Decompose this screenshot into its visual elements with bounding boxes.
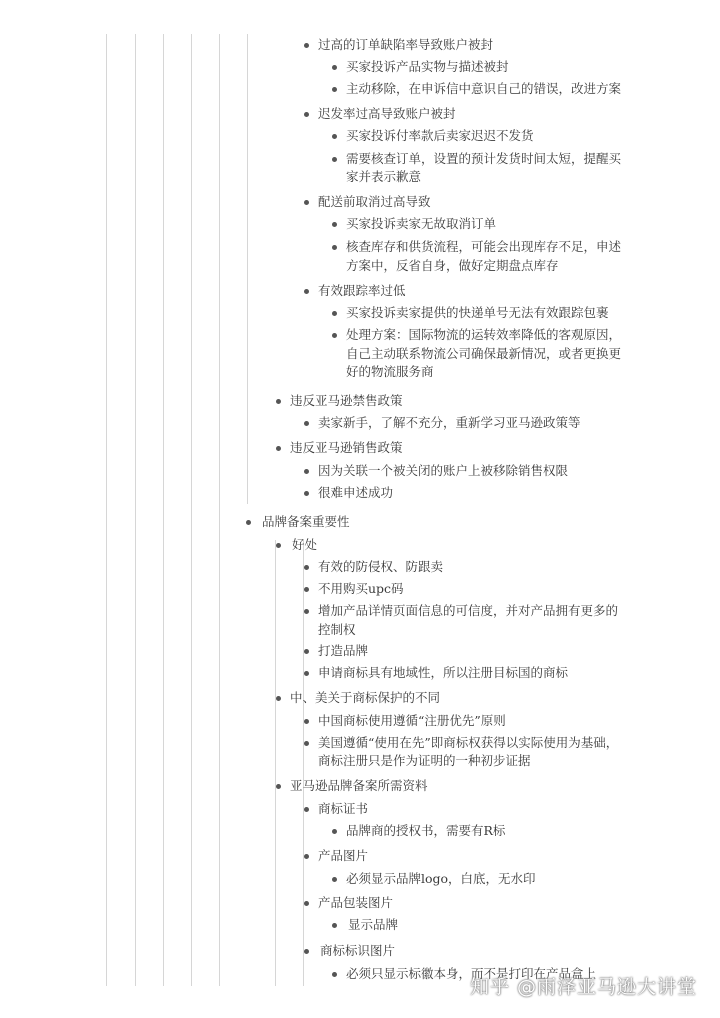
list-item: 打造品牌 — [318, 641, 368, 661]
list-item-continuation: 好的物流服务商 — [346, 364, 434, 379]
indent-guide — [219, 34, 220, 986]
list-item: 中国商标使用遵循“注册优先”原则 — [318, 711, 506, 731]
indent-guide — [163, 34, 164, 986]
list-item: 有效的防侵权、防跟卖 — [318, 557, 443, 577]
list-item-continuation: 控制权 — [318, 622, 356, 637]
list-item: 违反亚马逊销售政策 — [290, 438, 403, 458]
indent-guide — [303, 540, 304, 986]
list-item: 商标标识图片 — [320, 941, 395, 961]
list-item: 买家投诉卖家无故取消订单 — [346, 214, 496, 234]
list-item: 买家投诉产品实物与描述被封 — [346, 57, 509, 77]
list-item-continuation: 家并表示歉意 — [346, 169, 422, 184]
list-item: 品牌商的授权书，需要有R标 — [346, 821, 505, 841]
indent-guide — [135, 34, 136, 986]
indent-guide — [191, 34, 192, 986]
list-item: 主动移除，在申诉信中意识自己的错误，改进方案 — [346, 79, 621, 99]
indent-guide — [106, 34, 107, 986]
list-item: 有效跟踪率过低 — [318, 281, 406, 301]
list-item: 违反亚马逊禁售政策 — [290, 391, 403, 411]
list-item-continuation: 商标注册只是作为证明的一种初步证据 — [318, 753, 531, 768]
list-item: 中、美关于商标保护的不同 — [290, 688, 440, 708]
list-item: 显示品牌 — [348, 915, 398, 935]
list-item: 美国遵循“使用在先”即商标权获得以实际使用为基础， — [318, 733, 618, 753]
list-item: 买家投诉付率款后卖家迟迟不发货 — [346, 126, 534, 146]
list-item: 核查库存和供货流程，可能会出现库存不足，申述 — [346, 237, 621, 257]
list-item: 配送前取消过高导致 — [318, 192, 431, 212]
indent-guide — [275, 540, 276, 986]
list-item: 产品图片 — [318, 846, 368, 866]
list-item: 迟发率过高导致账户被封 — [318, 104, 456, 124]
list-item: 增加产品详情页面信息的可信度，并对产品拥有更多的 — [318, 601, 618, 621]
list-item: 亚马逊品牌备案所需资料 — [290, 776, 428, 796]
list-item: 很难申述成功 — [318, 483, 393, 503]
list-item: 商标证书 — [318, 799, 368, 819]
watermark: 知乎 @雨泽亚马逊大讲堂 — [470, 976, 698, 998]
list-item: 买家投诉卖家提供的快递单号无法有效跟踪包裹 — [346, 303, 609, 323]
list-item-continuation: 自己主动联系物流公司确保最新情况，或者更换更 — [346, 346, 622, 361]
list-item: 卖家新手，了解不充分，重新学习亚马逊政策等 — [318, 413, 581, 433]
list-item: 因为关联一个被关闭的账户上被移除销售权限 — [318, 461, 568, 481]
list-item-continuation: 方案中，反省自身，做好定期盘点库存 — [346, 258, 559, 273]
list-item: 必须只显示标徽本身，而不是打印在产品盒上 — [346, 964, 596, 984]
list-item: 好处 — [292, 535, 317, 555]
list-item: 处理方案：国际物流的运转效率降低的客观原因， — [346, 325, 621, 345]
list-item: 不用购买upc码 — [318, 579, 404, 599]
list-item-heading: 品牌备案重要性 — [262, 512, 350, 532]
list-item: 申请商标具有地域性，所以注册目标国的商标 — [318, 663, 568, 683]
list-item: 必须显示品牌logo，白底，无水印 — [346, 869, 536, 889]
list-item: 过高的订单缺陷率导致账户被封 — [318, 35, 493, 55]
list-item: 需要核查订单，设置的预计发货时间太短，提醒买 — [346, 149, 621, 169]
list-item: 产品包装图片 — [318, 893, 393, 913]
indent-guide — [247, 34, 248, 504]
